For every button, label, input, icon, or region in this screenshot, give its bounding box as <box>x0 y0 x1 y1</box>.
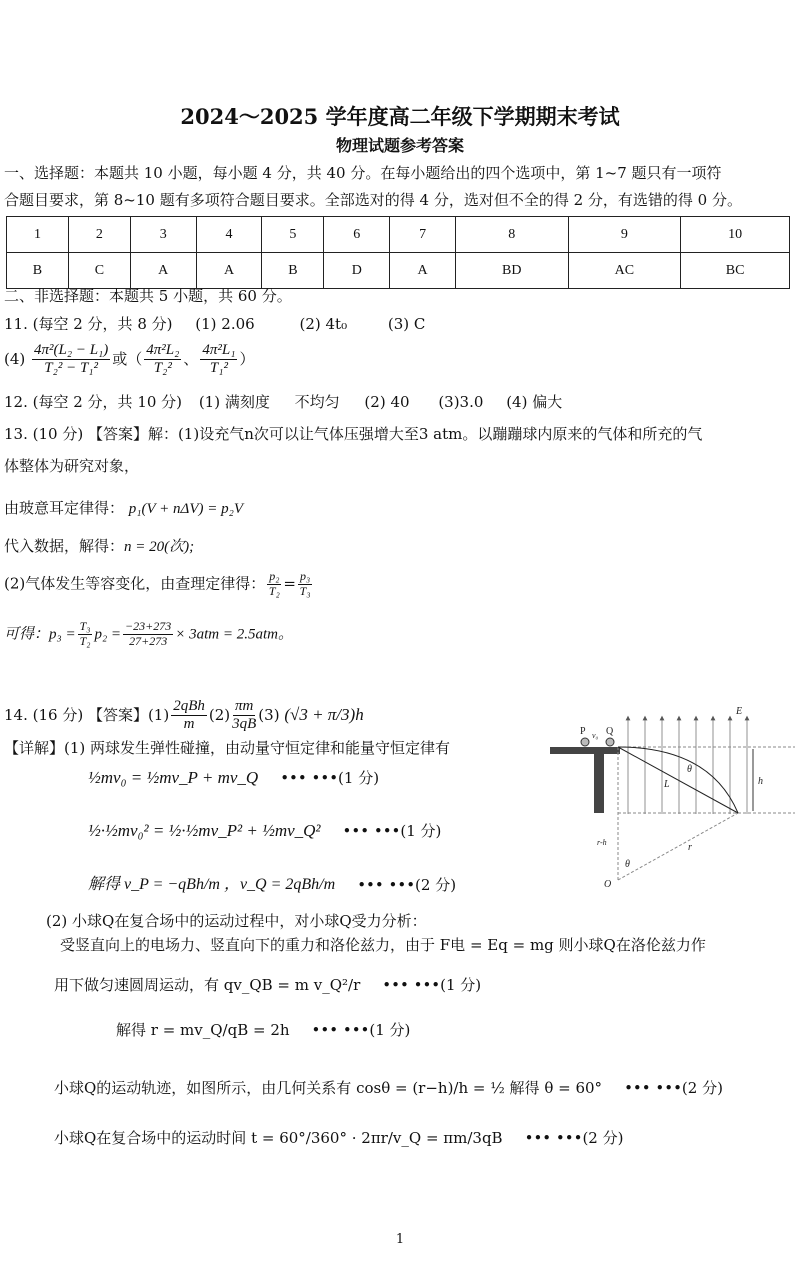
label-p: P <box>580 726 586 737</box>
score: ••• •••(2 分) <box>524 1129 624 1147</box>
q11-a4 <box>4 342 254 378</box>
q14-p5: 解得 r = mv_Q/qB = 2h <box>116 1021 290 1039</box>
q14-p2: (2) 小球Q在复合场中的运动过程中，对小球Q受力分析： <box>46 912 427 930</box>
score: ••• •••(1 分) <box>311 1021 411 1039</box>
fraction <box>298 570 312 599</box>
q14-p3: 受竖直向上的电场力、竖直向下的重力和洛伦兹力，由于 F电 = Eq = mg 则小球Q在洛伦兹力作 <box>60 936 706 954</box>
q11-a2: (2) 4t₀ <box>299 315 348 333</box>
label-q: Q <box>606 726 614 737</box>
text: 可得：p₃ = <box>4 626 76 643</box>
label-r: r <box>688 842 692 853</box>
q11-a4-label: (4) <box>4 349 26 368</box>
q12-head: 12. (每空 2 分，共 10 分) <box>4 393 183 411</box>
score: ••• •••(2 分) <box>624 1079 723 1097</box>
numerator: p₂ <box>269 569 280 583</box>
label-h: h <box>758 776 763 787</box>
denominator: T₃ <box>299 583 311 598</box>
q12-a1b: 不均匀 <box>294 393 340 411</box>
label-theta: θ <box>625 859 630 870</box>
fraction <box>123 620 173 649</box>
label-theta-top: θ <box>687 764 692 775</box>
label-v0: v₀ <box>592 731 599 740</box>
sec1-line2: 合题目要求，第 8~10 题有多项符合题目要求。全部选对的得 4 分，选对但不全的得 2 分，有选错的得 0 分。 <box>4 191 742 209</box>
text: (2) <box>208 705 231 724</box>
denominator: T₂ <box>268 583 280 598</box>
table-cell: 9 <box>568 217 681 253</box>
q13-line5 <box>4 570 314 599</box>
ball-q <box>606 738 614 746</box>
q12-a4: (4) 偏大 <box>506 393 563 411</box>
q14-detail: 【详解】(1) 两球发生弹性碰撞，由动量守恒定律和能量守恒定律有 <box>4 739 451 757</box>
score: ••• •••(1 分) <box>342 822 442 841</box>
fraction <box>32 342 110 378</box>
q13-line6 <box>4 620 293 649</box>
q14-eq1: ½mv₀ = ½mv_P + mv_Q <box>88 768 259 787</box>
table-cell: A <box>390 253 456 289</box>
fraction <box>267 570 281 599</box>
q14-eq1-line <box>88 768 379 788</box>
fraction <box>171 698 207 734</box>
text: p₂ = <box>94 626 122 643</box>
denominator: T₂² <box>153 360 172 377</box>
fraction <box>78 620 93 649</box>
q14-p4-line <box>54 976 481 994</box>
numerator: πm <box>233 698 255 716</box>
or-text: 或（ <box>112 349 143 368</box>
dashed-lines <box>618 747 795 880</box>
denominator: T₂ <box>79 633 91 648</box>
q14-p7-line <box>54 1129 623 1147</box>
table-cell: BC <box>681 253 790 289</box>
sep: 、 <box>183 349 199 368</box>
ball-p <box>581 738 589 746</box>
table-cell: 6 <box>324 217 390 253</box>
table-cell: 7 <box>390 217 456 253</box>
text: 14. (16 分) 【答案】(1) <box>4 705 170 724</box>
table-cell: 8 <box>455 217 568 253</box>
formula: n = 20(次); <box>124 539 195 555</box>
close: ） <box>239 349 255 368</box>
table-cell: AC <box>568 253 681 289</box>
numerator: 2qBh <box>171 698 207 716</box>
q14-eq3-line <box>88 875 456 894</box>
q12-a1: (1) 满刻度 <box>198 393 270 411</box>
numerator: −23+273 <box>125 619 172 633</box>
q14-p4: 用下做匀速圆周运动，有 qv_QB = m v_Q²/r <box>54 976 361 994</box>
doc-subtitle: 物理试题参考答案 <box>335 136 464 155</box>
table-cell: 10 <box>681 217 790 253</box>
table-cell: A <box>130 253 196 289</box>
fraction <box>200 342 237 378</box>
q13-line2: 体整体为研究对象， <box>4 457 140 475</box>
q13-line3 <box>4 499 243 518</box>
q14-answer <box>4 698 364 734</box>
fraction <box>232 698 256 734</box>
sec2-heading: 二、非选择题：本题共 5 小题，共 60 分。 <box>4 287 292 305</box>
q12-a3: (3)3.0 <box>438 393 484 411</box>
text: (2)气体发生等容变化，由查理定律得： <box>4 574 266 593</box>
numerator: T₃ <box>79 619 91 633</box>
q12-a2: (2) 40 <box>364 393 410 411</box>
score: ••• •••(1 分) <box>382 976 482 994</box>
chord-L <box>618 747 738 813</box>
text: 由玻意耳定律得： <box>4 499 125 517</box>
table-cell: B <box>7 253 69 289</box>
table-cell: 5 <box>262 217 324 253</box>
q14-p5-line <box>116 1021 410 1039</box>
table-cell: C <box>68 253 130 289</box>
q14-p7: 小球Q在复合场中的运动时间 t = 60°/360° · 2πr/v_Q = πm/3qB <box>54 1129 503 1147</box>
q11-head: 11. (每空 2 分，共 8 分) <box>4 315 173 333</box>
table-cell: D <box>324 253 390 289</box>
q14-eq2-line <box>88 821 441 841</box>
q13-line4 <box>4 537 194 556</box>
label-e: E <box>736 706 743 717</box>
doc-title: 2024～2025 学年度高二年级下学期期末考试 <box>180 104 620 129</box>
text: 代入数据，解得： <box>4 537 125 555</box>
denominator: 27+273 <box>129 633 168 648</box>
text: (3) <box>258 705 280 724</box>
answer-table <box>6 216 790 289</box>
denominator: T₁² <box>209 360 228 377</box>
q14-eq3: 解得 v_P = −qBh/m ，v_Q = 2qBh/m <box>88 876 336 893</box>
q12-line <box>4 393 562 411</box>
q13-line1: 13. (10 分) 【答案】解：(1)设充气n次可以让气体压强增大至3 atm。以蹦蹦球内原来的气体和所充的气 <box>4 425 703 443</box>
sec1-line1: 一、选择题：本题共 10 小题，每小题 4 分，共 40 分。在每小题给出的四个选项中，第 1~7 题只有一项符 <box>4 164 722 182</box>
q11-a1: (1) 2.06 <box>195 315 255 333</box>
numerator: 4π²L₂ <box>144 342 181 360</box>
formula: (√3 + π/3)h <box>284 704 364 724</box>
q14-p6-line <box>54 1079 723 1097</box>
q14-p6: 小球Q的运动轨迹，如图所示，由几何关系有 cosθ = (r−h)/h = ½ 解得 θ = 60° <box>54 1079 603 1097</box>
table-cell: 2 <box>68 217 130 253</box>
table-row-numbers <box>7 217 790 253</box>
denominator: m <box>183 716 195 733</box>
label-r-h: r-h <box>597 838 607 847</box>
numerator: 4π²L₁ <box>200 342 237 360</box>
denominator: T₂² − T₁² <box>44 360 99 377</box>
table-cell: 4 <box>196 217 262 253</box>
table-leg <box>594 754 604 813</box>
eq: = <box>283 574 296 593</box>
numerator: 4π²(L₂ − L₁) <box>32 342 110 360</box>
table-cell: B <box>262 253 324 289</box>
q11-a3: (3) C <box>387 315 426 333</box>
label-l: L <box>664 779 670 790</box>
numerator: p₃ <box>300 569 311 583</box>
text: × 3atm = 2.5atm。 <box>175 626 293 643</box>
q11-line <box>4 315 425 333</box>
table-row-answers <box>7 253 790 289</box>
table-cell: A <box>196 253 262 289</box>
fraction <box>144 342 181 378</box>
label-o: O <box>604 879 612 890</box>
formula: p₁(V + nΔV) = p₂V <box>128 501 243 517</box>
denominator: 3qB <box>232 716 257 733</box>
score: ••• •••(2 分) <box>357 875 457 894</box>
q14-eq2: ½·½mv₀² = ½·½mv_P² + ½mv_Q² <box>88 821 321 840</box>
table-cell: BD <box>455 253 568 289</box>
table-top <box>550 747 620 754</box>
table-cell: 1 <box>7 217 69 253</box>
table-cell: 3 <box>130 217 196 253</box>
page-number: 1 <box>395 1232 405 1247</box>
physics-figure <box>540 690 800 890</box>
score: ••• •••(1 分) <box>280 769 380 788</box>
